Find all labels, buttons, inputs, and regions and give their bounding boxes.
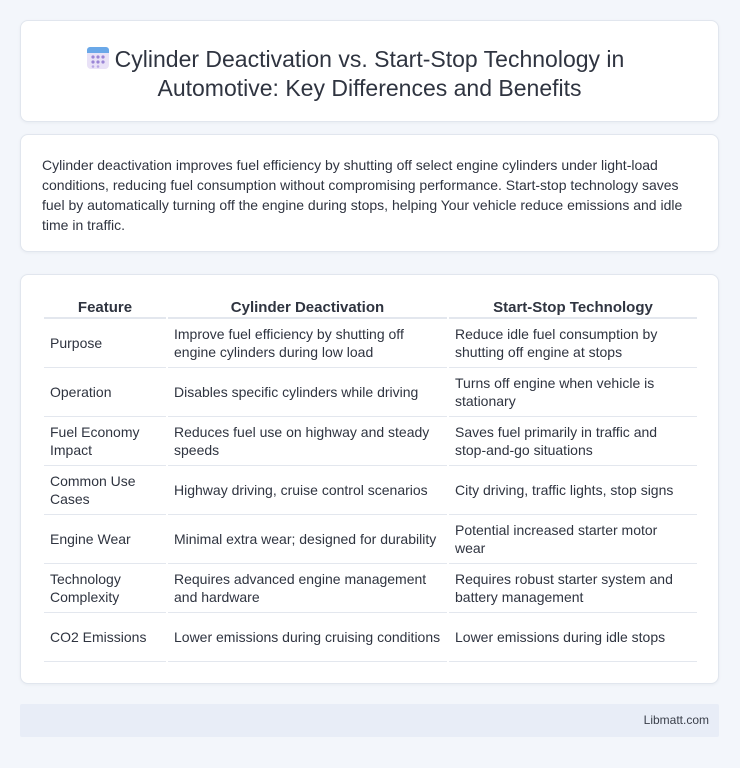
cylinder-deactivation-cell: Reduces fuel use on highway and steady speeds <box>168 417 447 466</box>
intro-card <box>20 134 719 252</box>
comparison-card <box>20 274 719 684</box>
table-row <box>44 368 697 417</box>
feature-cell: Operation <box>44 368 166 417</box>
intro-paragraph: Cylinder deactivation improves fuel efficiency by shutting off select engine cylinders under light-load conditions, reducing fuel consumption without compromising performance. Start-stop technology saves fuel by automatically turning off the engine during stops, helping Your vehicle reduce emissions and idle time in traffic. <box>42 157 683 233</box>
footer-brand: Libmatt.com <box>643 713 709 727</box>
start-stop-cell: Lower emissions during idle stops <box>449 613 697 662</box>
table-row <box>44 466 697 515</box>
feature-cell: Fuel Economy Impact <box>44 417 166 466</box>
table-row <box>44 417 697 466</box>
cylinder-deactivation-cell: Highway driving, cruise control scenarios <box>168 466 447 515</box>
table-row <box>44 319 697 368</box>
cylinder-deactivation-cell: Disables specific cylinders while driving <box>168 368 447 417</box>
column-header-cylinder-deactivation: Cylinder Deactivation <box>168 295 447 319</box>
feature-cell: Technology Complexity <box>44 564 166 613</box>
cylinder-deactivation-cell: Improve fuel efficiency by shutting off engine cylinders during low load <box>168 319 447 368</box>
start-stop-cell: Requires robust starter system and battery management <box>449 564 697 613</box>
cylinder-deactivation-cell: Minimal extra wear; designed for durability <box>168 515 447 564</box>
page-title: Cylinder Deactivation vs. Start-Stop Technology in Automotive: Key Differences and Benefits <box>114 46 625 101</box>
table-row <box>44 613 697 662</box>
cylinder-deactivation-cell: Requires advanced engine management and hardware <box>168 564 447 613</box>
start-stop-cell: Turns off engine when vehicle is stationary <box>449 368 697 417</box>
column-header-feature: Feature <box>44 295 166 319</box>
start-stop-cell: Potential increased starter motor wear <box>449 515 697 564</box>
column-header-start-stop: Start-Stop Technology <box>449 295 697 319</box>
table-row <box>44 515 697 564</box>
cylinder-deactivation-cell: Lower emissions during cruising conditions <box>168 613 447 662</box>
footer <box>20 704 719 737</box>
feature-cell: Engine Wear <box>44 515 166 564</box>
table-row <box>44 564 697 613</box>
title-card <box>20 20 719 122</box>
feature-cell: Purpose <box>44 319 166 368</box>
table-header-row <box>44 295 697 319</box>
feature-cell: CO2 Emissions <box>44 613 166 662</box>
start-stop-cell: City driving, traffic lights, stop signs <box>449 466 697 515</box>
feature-cell: Common Use Cases <box>44 466 166 515</box>
start-stop-cell: Saves fuel primarily in traffic and stop-and-go situations <box>449 417 697 466</box>
comparison-table <box>42 295 699 662</box>
start-stop-cell: Reduce idle fuel consumption by shutting off engine at stops <box>449 319 697 368</box>
